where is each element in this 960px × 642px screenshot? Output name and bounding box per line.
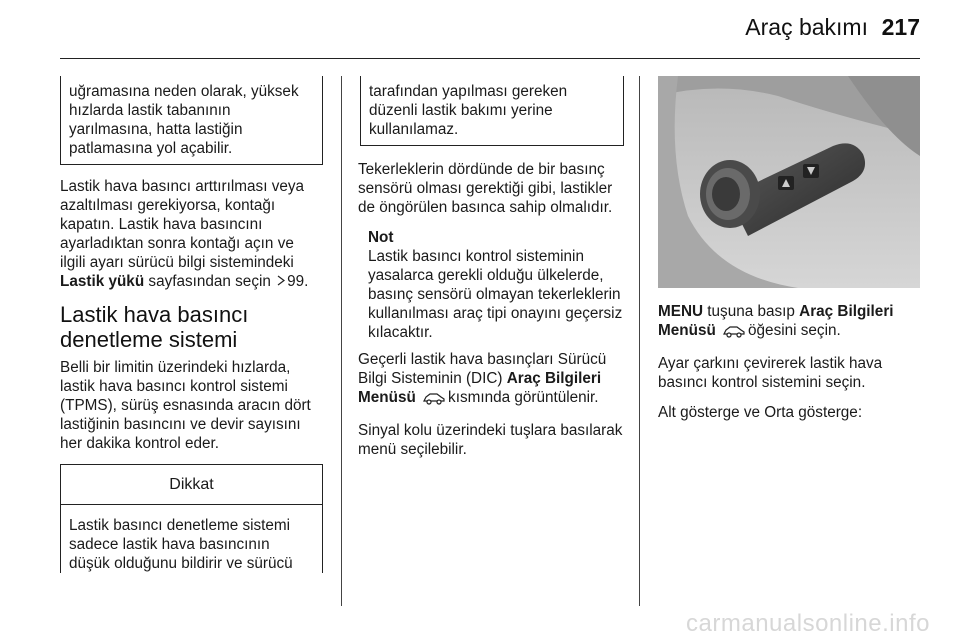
arrow-right-icon <box>277 272 285 291</box>
menu-text: tuşuna basıp <box>707 303 795 320</box>
column-3 <box>658 302 920 433</box>
column-1 <box>60 76 323 573</box>
page-ref-link[interactable]: 99. <box>287 273 309 290</box>
continued-caution-text: tarafından yapılması gereken düzenli lastik bakımı yerine kullanılamaz. <box>369 83 568 138</box>
sensor-paragraph: Tekerleklerin dördünde de bir basınç sensörü olması gerektiği gibi, lastikler de öngörülen basınca sahip olmalıdır. <box>358 161 613 216</box>
caution-text: Lastik basıncı denetleme sistemi sadece lastik hava basıncının düşük olduğunu bildirir ve sürücü <box>69 517 293 572</box>
para-text: Lastik hava basıncı arttırılması veya azaltılması gerekiyorsa, kontağı kapatın. Lastik hava basıncını ayarladıktan sonra kontağı açın ve ilgili ayarı sürücü bilgi sistemindeki <box>60 178 305 271</box>
header-title: Araç bakımı <box>745 14 868 40</box>
menu-text-after: öğesini seçin. <box>748 322 841 339</box>
menu-instruction <box>658 302 920 343</box>
caution-title: Dikkat <box>61 465 322 505</box>
car-icon <box>423 391 445 410</box>
continued-warning-box <box>60 76 323 165</box>
tpms-description: Belli bir limitin üzerindeki hızlarda, lastik hava basıncı kontrol sistemi (TPMS), sürüş esnasında aracın dört lastiğinin basıncını ve devir sayısını her dakika kontrol eder. <box>60 359 311 452</box>
vehicle-info-menu-label: Araç Bilgileri Menüsü <box>358 370 602 406</box>
watermark: carmanualsonline.info <box>686 610 930 637</box>
dic-paragraph <box>358 350 624 410</box>
dic-text-after: kısmında görüntülenir. <box>448 389 599 406</box>
column-divider-left <box>341 76 342 606</box>
tire-pressure-adjust-paragraph <box>60 177 323 291</box>
wheel-instruction: Ayar çarkını çevirerek lastik hava basıncı kontrol sistemini seçin. <box>658 355 883 391</box>
continued-caution-box <box>360 76 624 146</box>
turn-signal-lever-photo <box>658 76 920 288</box>
header-rule <box>60 58 920 59</box>
column-2 <box>358 76 624 470</box>
signal-lever-paragraph: Sinyal kolu üzerindeki tuşlara basılarak menü seçilebilir. <box>358 422 623 458</box>
continued-warning-text: uğramasına neden olarak, yüksek hızlarda lastik tabanının yarılmasına, hatta lastiğin patlamasına yol açabilir. <box>69 83 299 157</box>
para-text-after: sayfasından seçin <box>148 273 271 290</box>
vehicle-info-menu-label-2: Araç Bilgileri Menüsü <box>658 303 894 339</box>
menu-key-label: MENU <box>658 303 704 320</box>
section-heading: Lastik hava basıncı denetleme sistemi <box>60 302 249 352</box>
column-divider-right <box>639 76 640 606</box>
caution-box <box>60 464 323 573</box>
note-block <box>358 228 624 342</box>
lastik-yuku-label: Lastik yükü <box>60 273 145 290</box>
note-title: Not <box>368 229 394 246</box>
note-text: Lastik basıncı kontrol sisteminin yasalarca gerekli olduğu ülkelerde, basınç sensörü olmayan tekerleklerin kullanılması araç tipi onayını geçersiz kılacaktır. <box>368 248 623 341</box>
dic-text: Geçerli lastik hava basınçları Sürücü Bilgi Sisteminin (DIC) <box>358 351 607 387</box>
page-number: 217 <box>881 14 920 40</box>
car-icon <box>723 324 745 343</box>
display-instruction: Alt gösterge ve Orta gösterge: <box>658 404 863 421</box>
